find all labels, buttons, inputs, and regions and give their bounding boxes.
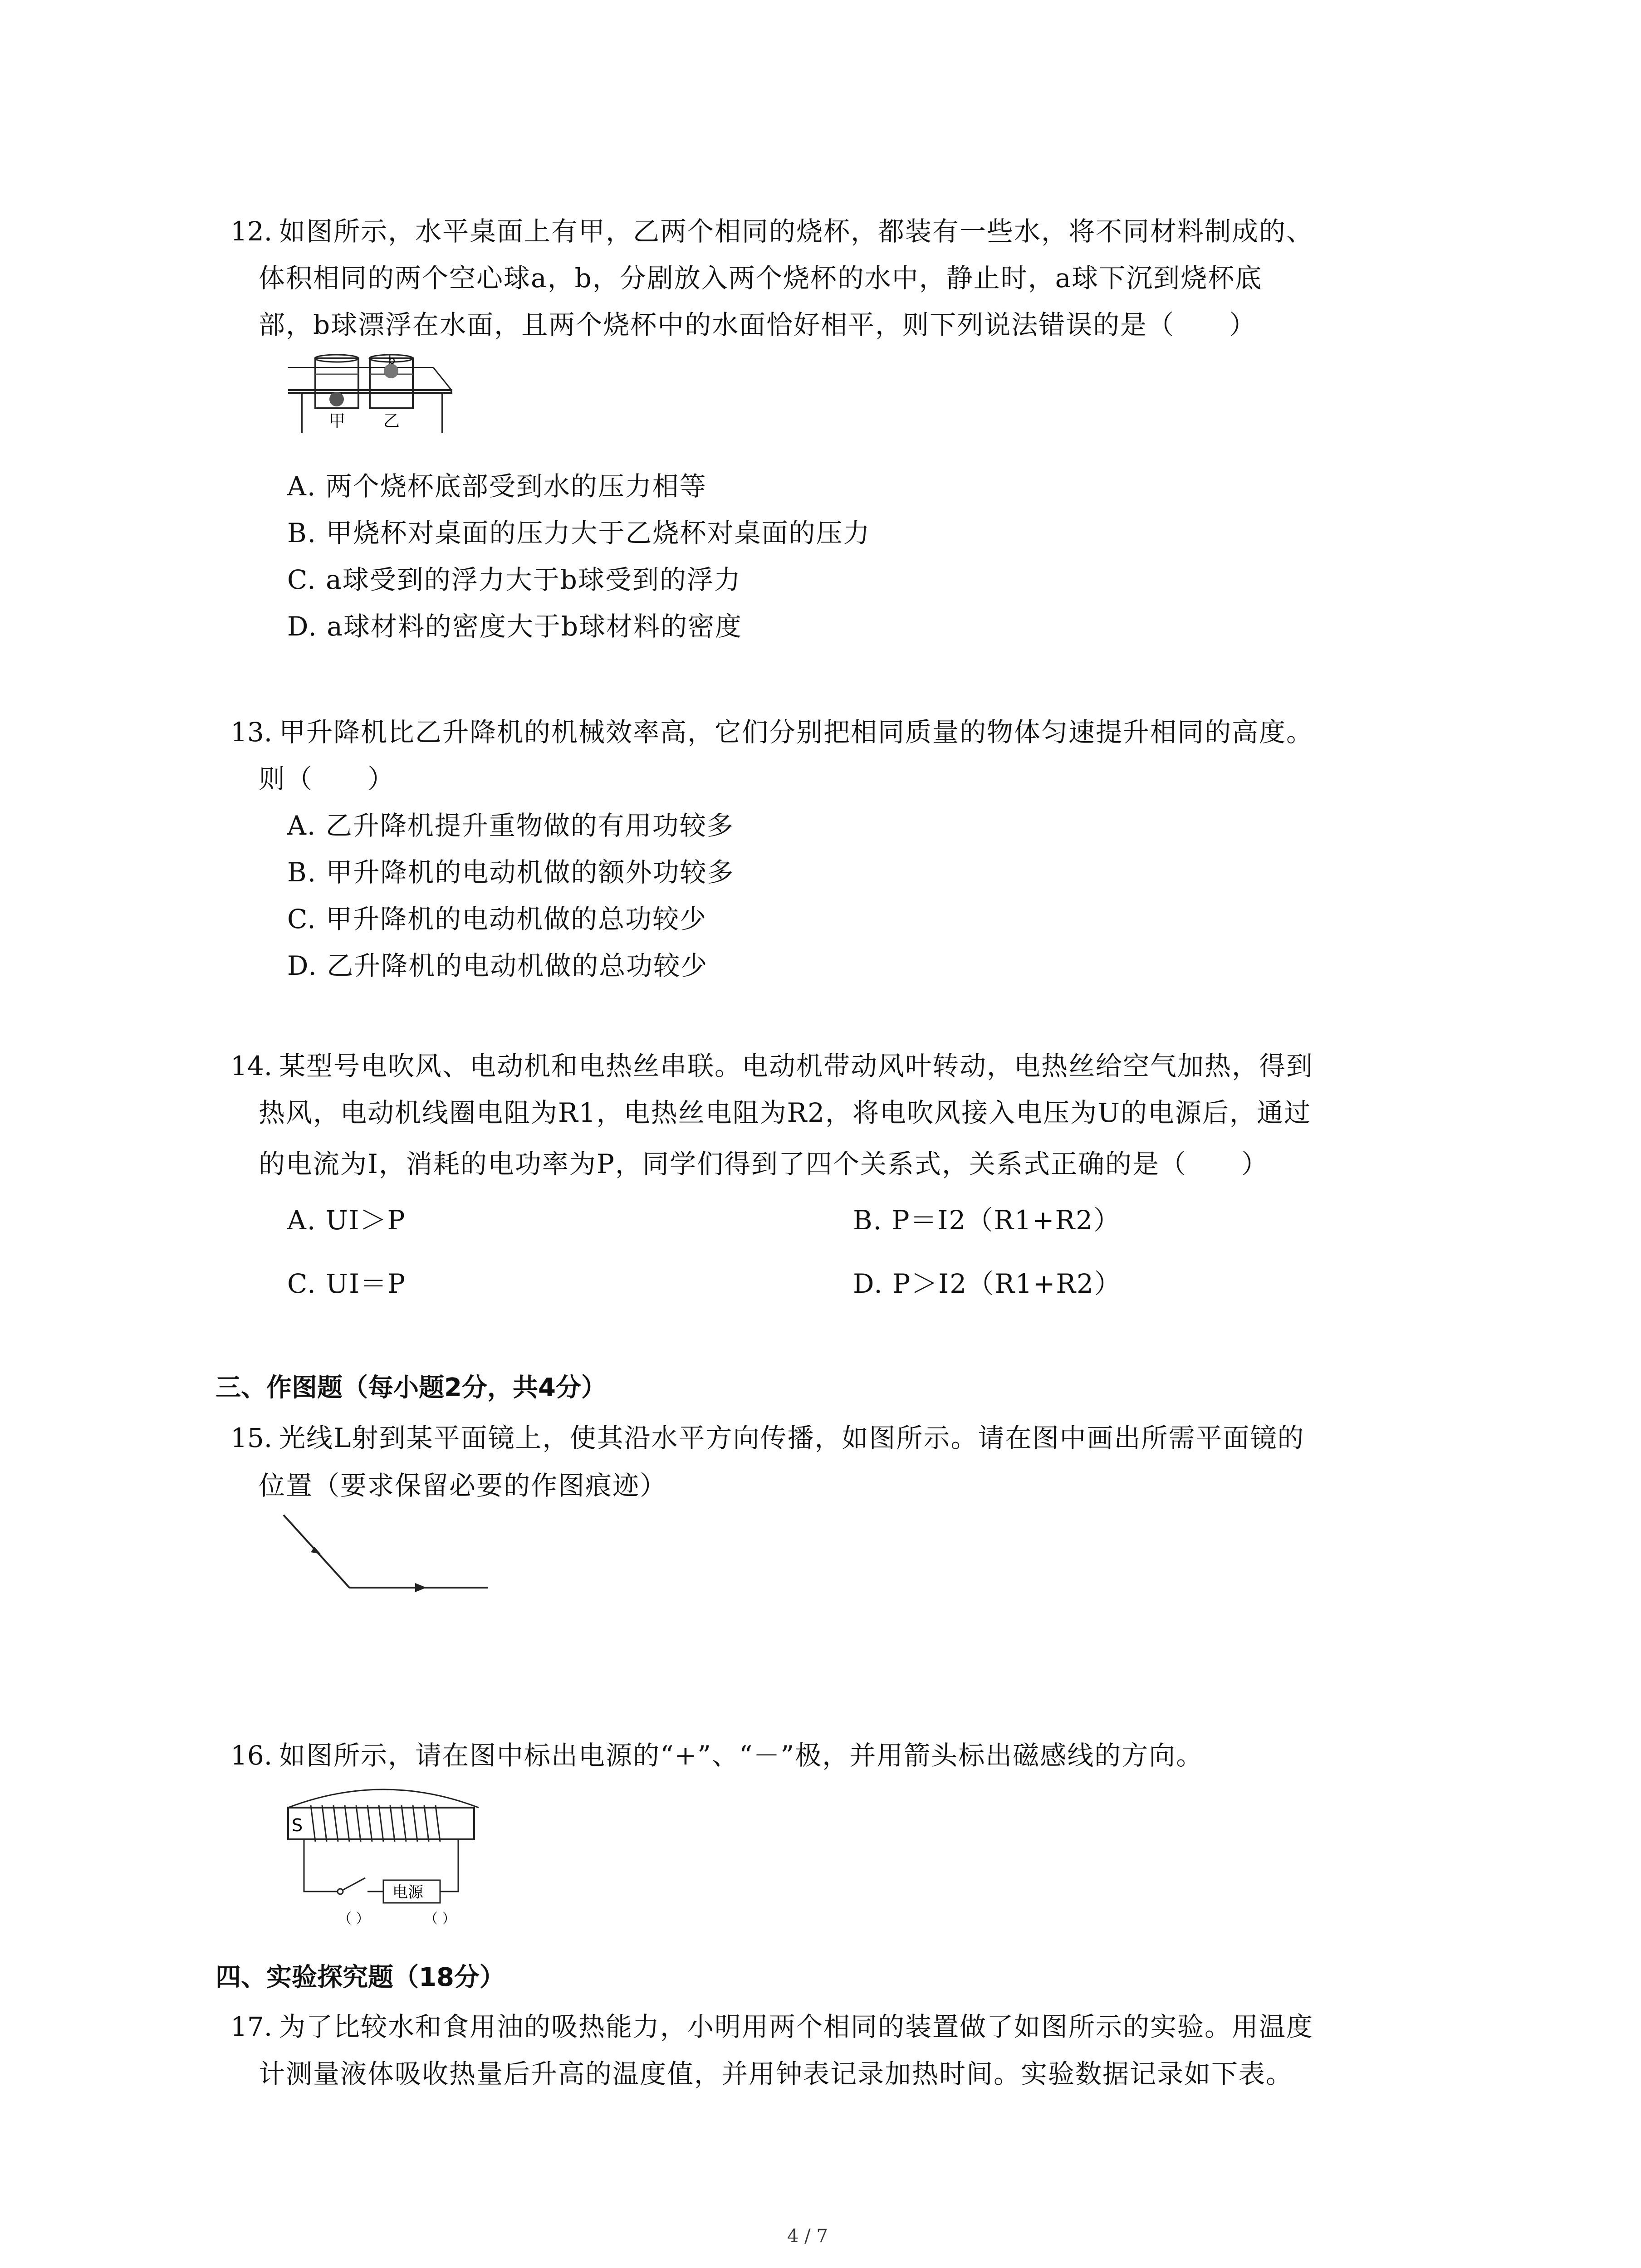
power-source-label: 电源 — [392, 1883, 423, 1901]
q15-light-ray-figure — [279, 1510, 492, 1606]
q12-line-2: 体积相同的两个空心球a，b，分剧放入两个烧杯的水中，静止时，a球下沉到烧杯底 — [259, 263, 1263, 293]
q12-option-d: D. a球材料的密度大于b球材料的密度 — [287, 611, 743, 642]
switch-icon — [338, 1889, 343, 1894]
q17-number: 17. — [230, 2011, 273, 2042]
pole-s-label: S — [292, 1815, 303, 1835]
q14-line-2: 热风，电动机线圈电阻为R1，电热丝电阻为R2，将电吹风接入电压为U的电源后，通过 — [259, 1097, 1312, 1128]
q15-line-1: 光线L射到某平面镜上，使其沿水平方向传播，如图所示。请在图中画出所需平面镜的 — [279, 1422, 1305, 1453]
q14-option-b: B. P＝I2（R1+R2） — [853, 1205, 1121, 1236]
q13-line-2: 则（ ） — [259, 763, 395, 794]
q12-line-1: 如图所示，水平桌面上有甲，乙两个相同的烧杯，都装有一些水，将不同材料制成的、 — [279, 216, 1314, 247]
ball-b-label: b — [388, 354, 396, 367]
q12-number: 12. — [230, 216, 273, 247]
q17-line-2: 计测量液体吸收热量后升高的温度值，并用钟表记录加热时间。实验数据记录如下表。 — [259, 2058, 1293, 2089]
q13-number: 13. — [230, 717, 273, 748]
page-number: 4 / 7 — [787, 2226, 828, 2247]
q14-number: 14. — [230, 1051, 273, 1081]
q12-option-b: B. 甲烧杯对桌面的压力大于乙烧杯对桌面的压力 — [287, 518, 871, 548]
section-4-heading: 四、实验探究题（18分） — [216, 1963, 505, 1992]
q14-line-1: 某型号电吹风、电动机和电热丝串联。电动机带动风叶转动，电热丝给空气加热，得到 — [279, 1051, 1314, 1081]
q12-option-c: C. a球受到的浮力大于b球受到的浮力 — [287, 564, 741, 595]
reflected-arrow-icon — [415, 1583, 426, 1592]
q16-number: 16. — [230, 1740, 273, 1771]
section-3-heading: 三、作图题（每小题2分，共4分） — [216, 1373, 607, 1403]
pole-blank-right: （ ） — [424, 1911, 456, 1927]
q15-number: 15. — [230, 1422, 273, 1453]
q16-line-1: 如图所示，请在图中标出电源的“+”、“－”极，并用箭头标出磁感线的方向。 — [279, 1740, 1204, 1771]
beaker-jia-label: 甲 — [329, 412, 346, 430]
q12-option-a: A. 两个烧杯底部受到水的压力相等 — [287, 471, 707, 502]
q17-line-1: 为了比较水和食用油的吸热能力，小明用两个相同的装置做了如图所示的实验。用温度 — [279, 2011, 1314, 2042]
q13-option-a: A. 乙升降机提升重物做的有用功较多 — [287, 810, 734, 841]
beaker-yi-label: 乙 — [383, 412, 400, 430]
q14-option-a: A. UI＞P — [287, 1205, 406, 1236]
q13-option-c: C. 甲升降机的电动机做的总功较少 — [287, 904, 707, 934]
q16-solenoid-figure — [279, 1780, 488, 1930]
q13-option-b: B. 甲升降机的电动机做的额外功较多 — [287, 857, 735, 888]
pole-blank-left: （ ） — [338, 1911, 370, 1927]
q14-option-d: D. P＞I2（R1+R2） — [853, 1268, 1122, 1299]
q14-line-3: 的电流为I，消耗的电功率为P，同学们得到了四个关系式，关系式正确的是（ ） — [259, 1149, 1269, 1179]
q12-beakers-figure — [284, 354, 465, 445]
q15-line-2: 位置（要求保留必要的作图痕迹） — [259, 1470, 667, 1501]
q14-option-c: C. UI＝P — [287, 1268, 407, 1299]
ball-a — [329, 392, 344, 406]
q13-option-d: D. 乙升降机的电动机做的总功较少 — [287, 950, 708, 981]
q12-line-3: 部，b球漂浮在水面，且两个烧杯中的水面恰好相平，则下列说法错误的是（ ） — [259, 309, 1257, 340]
q13-line-1: 甲升降机比乙升降机的机械效率高，它们分别把相同质量的物体匀速提升相同的高度。 — [279, 717, 1314, 748]
